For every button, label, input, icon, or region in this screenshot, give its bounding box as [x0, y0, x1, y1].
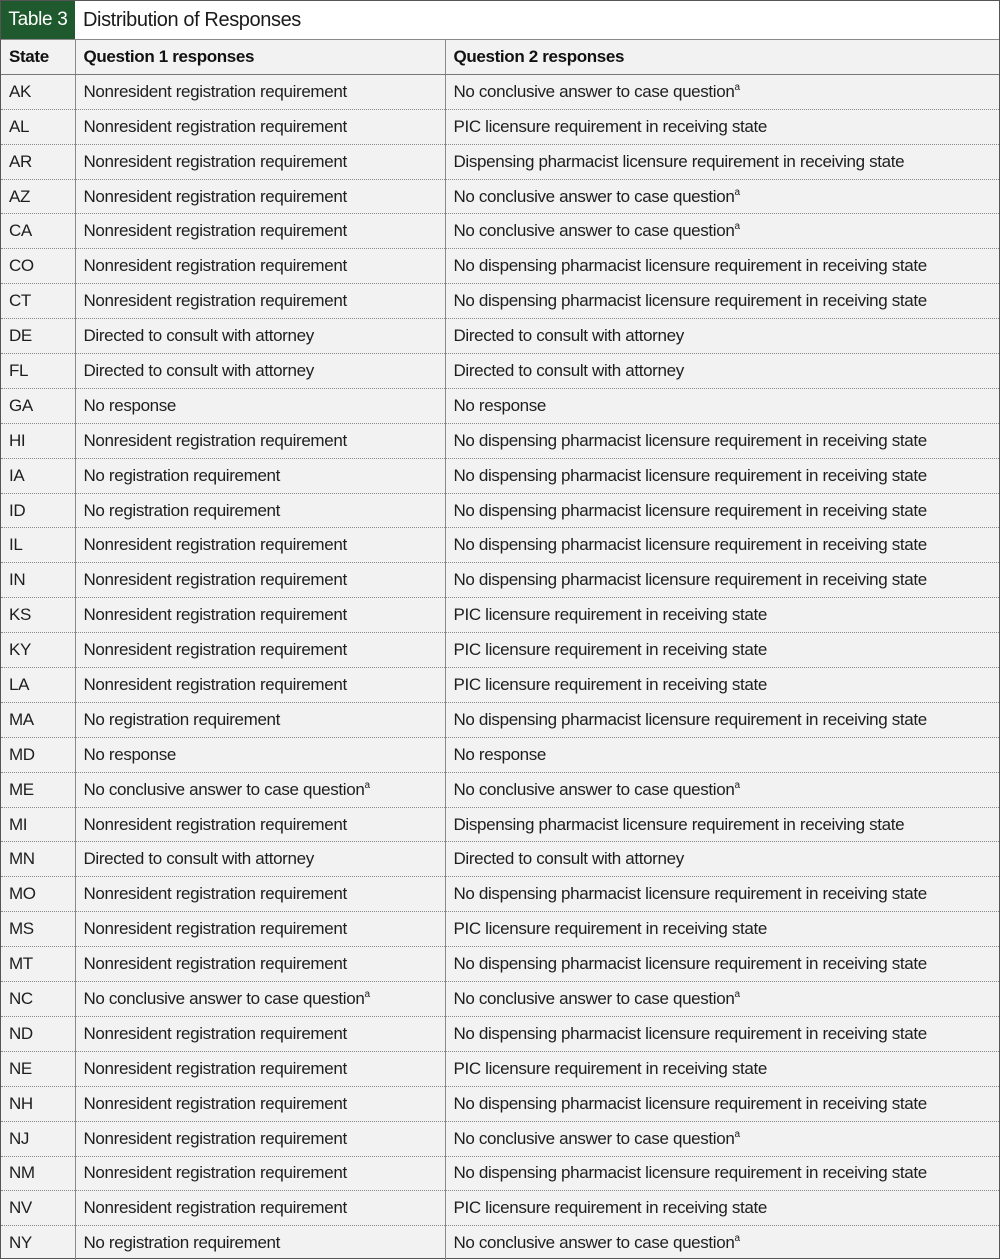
- cell-text: Nonresident registration requirement: [83, 814, 347, 834]
- question-2-cell: [445, 109, 999, 144]
- question-1-cell: [75, 877, 445, 912]
- cell-text: CT: [9, 291, 31, 311]
- question-2-cell: [445, 1016, 999, 1051]
- state-cell: [1, 877, 75, 912]
- cell-text: Nonresident registration requirement: [83, 674, 347, 694]
- responses-table: [1, 40, 999, 1260]
- question-1-cell: [75, 1016, 445, 1051]
- cell-text: NH: [9, 1093, 33, 1113]
- cell-text: ND: [9, 1023, 33, 1043]
- cell-text: No registration requirement: [83, 465, 281, 485]
- cell-text: No conclusive answer to case question: [453, 81, 735, 101]
- question-2-cell: [445, 388, 999, 423]
- state-cell: [1, 1016, 75, 1051]
- question-1-cell: [75, 842, 445, 877]
- cell-text: GA: [9, 395, 33, 415]
- cell-text: No registration requirement: [83, 1233, 281, 1253]
- cell-text: Nonresident registration requirement: [83, 186, 347, 206]
- table-row: [1, 633, 999, 668]
- question-2-cell: [445, 1121, 999, 1156]
- question-1-cell: [75, 772, 445, 807]
- cell-text: No conclusive answer to case question: [453, 1128, 735, 1148]
- cell-text: KS: [9, 605, 31, 625]
- cell-text: PIC licensure requirement in receiving state: [453, 919, 767, 939]
- question-1-cell: [75, 388, 445, 423]
- column-header-question-1: Question 1 responses: [75, 40, 445, 74]
- table-row: [1, 1226, 999, 1260]
- state-cell: [1, 982, 75, 1017]
- cell-text: MN: [9, 849, 35, 869]
- question-2-cell: [445, 284, 999, 319]
- cell-text: Nonresident registration requirement: [83, 570, 347, 590]
- state-cell: [1, 1226, 75, 1260]
- cell-text: KY: [9, 640, 31, 660]
- cell-text: No conclusive answer to case question: [83, 779, 365, 799]
- question-2-cell: [445, 702, 999, 737]
- cell-text: Directed to consult with attorney: [453, 360, 684, 380]
- cell-text: Dispensing pharmacist licensure requirement in receiving state: [453, 151, 905, 171]
- table-number-label: Table 3: [1, 1, 75, 39]
- state-cell: [1, 563, 75, 598]
- state-cell: [1, 214, 75, 249]
- table-row: [1, 354, 999, 389]
- table-row: [1, 214, 999, 249]
- state-cell: [1, 458, 75, 493]
- table-row: [1, 702, 999, 737]
- cell-text: No dispensing pharmacist licensure requirement in receiving state: [453, 291, 927, 311]
- question-1-cell: [75, 74, 445, 109]
- question-2-cell: [445, 249, 999, 284]
- table-row: [1, 1156, 999, 1191]
- cell-text: Nonresident registration requirement: [83, 221, 347, 241]
- footnote-marker: a: [364, 988, 370, 1000]
- cell-text: NC: [9, 988, 33, 1008]
- cell-text: Nonresident registration requirement: [83, 1023, 347, 1043]
- cell-text: CA: [9, 221, 32, 241]
- table-row: [1, 668, 999, 703]
- question-1-cell: [75, 1191, 445, 1226]
- cell-text: IN: [9, 570, 26, 590]
- cell-text: No dispensing pharmacist licensure requirement in receiving state: [453, 884, 927, 904]
- cell-text: Nonresident registration requirement: [83, 430, 347, 450]
- question-1-cell: [75, 1051, 445, 1086]
- cell-text: PIC licensure requirement in receiving state: [453, 674, 767, 694]
- cell-text: DE: [9, 326, 32, 346]
- table-row: [1, 423, 999, 458]
- table-row: [1, 772, 999, 807]
- table-row: [1, 1191, 999, 1226]
- state-cell: [1, 737, 75, 772]
- question-1-cell: [75, 249, 445, 284]
- state-cell: [1, 109, 75, 144]
- cell-text: MS: [9, 919, 34, 939]
- cell-text: MO: [9, 884, 36, 904]
- footnote-marker: a: [734, 988, 740, 1000]
- state-cell: [1, 912, 75, 947]
- cell-text: Nonresident registration requirement: [83, 1058, 347, 1078]
- cell-text: ME: [9, 779, 34, 799]
- cell-text: MD: [9, 744, 35, 764]
- state-cell: [1, 1086, 75, 1121]
- table-row: [1, 458, 999, 493]
- table-row: [1, 877, 999, 912]
- cell-text: No dispensing pharmacist licensure requirement in receiving state: [453, 465, 927, 485]
- question-1-cell: [75, 1086, 445, 1121]
- question-2-cell: [445, 179, 999, 214]
- footnote-marker: a: [734, 779, 740, 791]
- question-2-cell: [445, 1086, 999, 1121]
- cell-text: PIC licensure requirement in receiving state: [453, 605, 767, 625]
- table-row: [1, 249, 999, 284]
- table-row: [1, 912, 999, 947]
- cell-text: AK: [9, 81, 31, 101]
- question-1-cell: [75, 319, 445, 354]
- cell-text: No dispensing pharmacist licensure requirement in receiving state: [453, 709, 927, 729]
- state-cell: [1, 807, 75, 842]
- table-row: [1, 563, 999, 598]
- cell-text: NY: [9, 1233, 32, 1253]
- cell-text: No dispensing pharmacist licensure requirement in receiving state: [453, 1093, 927, 1113]
- cell-text: Nonresident registration requirement: [83, 291, 347, 311]
- question-2-cell: [445, 458, 999, 493]
- cell-text: NE: [9, 1058, 32, 1078]
- state-cell: [1, 354, 75, 389]
- table-row: [1, 947, 999, 982]
- table-row: [1, 1121, 999, 1156]
- cell-text: Nonresident registration requirement: [83, 81, 347, 101]
- cell-text: Directed to consult with attorney: [83, 360, 314, 380]
- question-2-cell: [445, 563, 999, 598]
- question-1-cell: [75, 493, 445, 528]
- cell-text: Nonresident registration requirement: [83, 535, 347, 555]
- question-1-cell: [75, 668, 445, 703]
- cell-text: Directed to consult with attorney: [453, 849, 684, 869]
- state-cell: [1, 493, 75, 528]
- footnote-marker: a: [734, 186, 740, 198]
- cell-text: LA: [9, 674, 30, 694]
- question-1-cell: [75, 458, 445, 493]
- question-1-cell: [75, 563, 445, 598]
- question-1-cell: [75, 528, 445, 563]
- cell-text: No conclusive answer to case question: [453, 988, 735, 1008]
- question-2-cell: [445, 982, 999, 1017]
- question-2-cell: [445, 1156, 999, 1191]
- footnote-marker: a: [364, 779, 370, 791]
- question-2-cell: [445, 1226, 999, 1260]
- cell-text: PIC licensure requirement in receiving state: [453, 640, 767, 660]
- cell-text: AZ: [9, 186, 31, 206]
- question-2-cell: [445, 807, 999, 842]
- question-1-cell: [75, 598, 445, 633]
- state-cell: [1, 702, 75, 737]
- question-2-cell: [445, 1051, 999, 1086]
- cell-text: PIC licensure requirement in receiving state: [453, 116, 767, 136]
- cell-text: Nonresident registration requirement: [83, 605, 347, 625]
- question-2-cell: [445, 74, 999, 109]
- cell-text: No dispensing pharmacist licensure requirement in receiving state: [453, 500, 927, 520]
- cell-text: AL: [9, 116, 30, 136]
- cell-text: Directed to consult with attorney: [83, 326, 314, 346]
- question-2-cell: [445, 493, 999, 528]
- footnote-marker: a: [734, 81, 740, 93]
- question-1-cell: [75, 947, 445, 982]
- table-row: [1, 179, 999, 214]
- table-row: [1, 284, 999, 319]
- question-1-cell: [75, 807, 445, 842]
- state-cell: [1, 423, 75, 458]
- header-row: [1, 40, 999, 74]
- table-row: [1, 598, 999, 633]
- cell-text: No conclusive answer to case question: [453, 779, 735, 799]
- footnote-marker: a: [734, 1233, 740, 1245]
- cell-text: NM: [9, 1163, 35, 1183]
- question-1-cell: [75, 912, 445, 947]
- cell-text: Directed to consult with attorney: [453, 326, 684, 346]
- cell-text: No conclusive answer to case question: [453, 1233, 735, 1253]
- state-cell: [1, 668, 75, 703]
- cell-text: Nonresident registration requirement: [83, 151, 347, 171]
- table-row: [1, 388, 999, 423]
- cell-text: No dispensing pharmacist licensure requirement in receiving state: [453, 256, 927, 276]
- question-2-cell: [445, 354, 999, 389]
- cell-text: No dispensing pharmacist licensure requirement in receiving state: [453, 535, 927, 555]
- cell-text: Nonresident registration requirement: [83, 884, 347, 904]
- cell-text: NV: [9, 1198, 32, 1218]
- cell-text: NJ: [9, 1128, 30, 1148]
- cell-text: CO: [9, 256, 34, 276]
- question-1-cell: [75, 214, 445, 249]
- cell-text: MA: [9, 709, 34, 729]
- question-1-cell: [75, 1121, 445, 1156]
- cell-text: No response: [453, 395, 547, 415]
- question-2-cell: [445, 144, 999, 179]
- table-row: [1, 982, 999, 1017]
- cell-text: No response: [83, 744, 177, 764]
- question-2-cell: [445, 772, 999, 807]
- cell-text: No conclusive answer to case question: [453, 221, 735, 241]
- table-row: [1, 493, 999, 528]
- question-2-cell: [445, 633, 999, 668]
- cell-text: HI: [9, 430, 26, 450]
- state-cell: [1, 598, 75, 633]
- question-2-cell: [445, 668, 999, 703]
- question-2-cell: [445, 528, 999, 563]
- state-cell: [1, 388, 75, 423]
- state-cell: [1, 144, 75, 179]
- cell-text: AR: [9, 151, 32, 171]
- cell-text: Dispensing pharmacist licensure requirement in receiving state: [453, 814, 905, 834]
- cell-text: FL: [9, 360, 29, 380]
- question-1-cell: [75, 1156, 445, 1191]
- table-row: [1, 842, 999, 877]
- cell-text: No dispensing pharmacist licensure requirement in receiving state: [453, 1163, 927, 1183]
- cell-text: Nonresident registration requirement: [83, 1093, 347, 1113]
- question-1-cell: [75, 144, 445, 179]
- table-title-bar: [1, 1, 999, 40]
- table-row: [1, 1051, 999, 1086]
- state-cell: [1, 1121, 75, 1156]
- table-row: [1, 528, 999, 563]
- state-cell: [1, 1191, 75, 1226]
- cell-text: No dispensing pharmacist licensure requirement in receiving state: [453, 1023, 927, 1043]
- cell-text: No registration requirement: [83, 500, 281, 520]
- cell-text: Nonresident registration requirement: [83, 919, 347, 939]
- cell-text: No dispensing pharmacist licensure requirement in receiving state: [453, 570, 927, 590]
- state-cell: [1, 74, 75, 109]
- question-1-cell: [75, 1226, 445, 1260]
- question-2-cell: [445, 598, 999, 633]
- cell-text: Nonresident registration requirement: [83, 1128, 347, 1148]
- question-2-cell: [445, 842, 999, 877]
- cell-text: No registration requirement: [83, 709, 281, 729]
- cell-text: No response: [83, 395, 177, 415]
- question-2-cell: [445, 423, 999, 458]
- table-row: [1, 807, 999, 842]
- state-cell: [1, 633, 75, 668]
- question-2-cell: [445, 947, 999, 982]
- question-2-cell: [445, 912, 999, 947]
- question-1-cell: [75, 179, 445, 214]
- cell-text: Nonresident registration requirement: [83, 640, 347, 660]
- question-1-cell: [75, 109, 445, 144]
- cell-text: ID: [9, 500, 26, 520]
- cell-text: Nonresident registration requirement: [83, 1198, 347, 1218]
- table-row: [1, 1086, 999, 1121]
- table-row: [1, 109, 999, 144]
- question-1-cell: [75, 982, 445, 1017]
- cell-text: No dispensing pharmacist licensure requirement in receiving state: [453, 954, 927, 974]
- state-cell: [1, 1051, 75, 1086]
- cell-text: No dispensing pharmacist licensure requirement in receiving state: [453, 430, 927, 450]
- question-1-cell: [75, 354, 445, 389]
- cell-text: No conclusive answer to case question: [453, 186, 735, 206]
- state-cell: [1, 1156, 75, 1191]
- state-cell: [1, 284, 75, 319]
- column-header-state: State: [1, 40, 75, 74]
- cell-text: Nonresident registration requirement: [83, 256, 347, 276]
- state-cell: [1, 528, 75, 563]
- cell-text: Directed to consult with attorney: [83, 849, 314, 869]
- state-cell: [1, 179, 75, 214]
- cell-text: PIC licensure requirement in receiving state: [453, 1058, 767, 1078]
- table-row: [1, 74, 999, 109]
- question-1-cell: [75, 284, 445, 319]
- question-2-cell: [445, 737, 999, 772]
- question-1-cell: [75, 737, 445, 772]
- question-1-cell: [75, 702, 445, 737]
- question-1-cell: [75, 633, 445, 668]
- cell-text: PIC licensure requirement in receiving state: [453, 1198, 767, 1218]
- cell-text: MI: [9, 814, 28, 834]
- column-header-question-2: Question 2 responses: [445, 40, 999, 74]
- state-cell: [1, 842, 75, 877]
- cell-text: IA: [9, 465, 25, 485]
- table-row: [1, 319, 999, 354]
- state-cell: [1, 947, 75, 982]
- question-2-cell: [445, 319, 999, 354]
- table-row: [1, 144, 999, 179]
- table-title: Distribution of Responses: [83, 8, 301, 31]
- footnote-marker: a: [734, 221, 740, 233]
- state-cell: [1, 772, 75, 807]
- table-row: [1, 737, 999, 772]
- question-1-cell: [75, 423, 445, 458]
- state-cell: [1, 319, 75, 354]
- cell-text: Nonresident registration requirement: [83, 954, 347, 974]
- question-2-cell: [445, 214, 999, 249]
- table-row: [1, 1016, 999, 1051]
- cell-text: No conclusive answer to case question: [83, 988, 365, 1008]
- cell-text: No response: [453, 744, 547, 764]
- question-2-cell: [445, 1191, 999, 1226]
- cell-text: Nonresident registration requirement: [83, 116, 347, 136]
- table-body: [1, 74, 999, 1260]
- cell-text: IL: [9, 535, 23, 555]
- cell-text: MT: [9, 954, 33, 974]
- question-2-cell: [445, 877, 999, 912]
- cell-text: Nonresident registration requirement: [83, 1163, 347, 1183]
- footnote-marker: a: [734, 1128, 740, 1140]
- state-cell: [1, 249, 75, 284]
